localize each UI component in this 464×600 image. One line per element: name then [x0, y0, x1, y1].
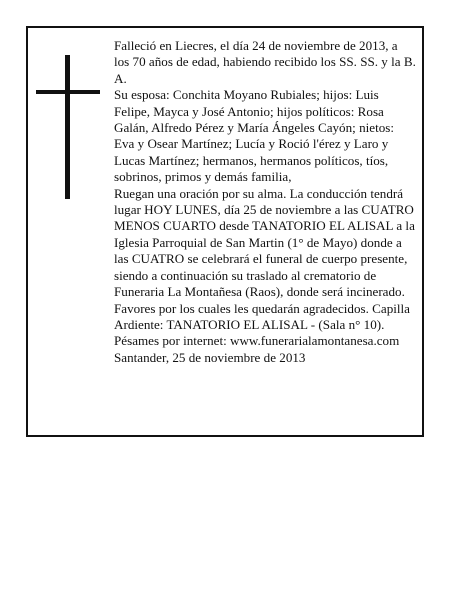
funeral-details: Ruegan una oración por su alma. La conducción tendrá lugar HOY LUNES, día 25 de noviembre a las CUATRO MENOS CUARTO desde TANATORIO EL ALISAL a la Iglesia Parroquial de San Martin (1° de Mayo) donde a las CUATRO se celebrará el funeral de cuerpo presente, siendo a continuación su traslado al crematorio de Funeraria La Montañesa (Raos), donde será incinerado. Favores por los cuales les quedarán agradecidos. Capilla Ardiente: TANATORIO EL ALISAL - (Sala n° 10).	[114, 185, 415, 332]
cross-horizontal-bar	[36, 90, 100, 94]
family-list: Su esposa: Conchita Moyano Rubiales; hijos: Luis Felipe, Mayca y José Antonio; hijos políticos: Rosa Galán, Alfredo Pérez y María Ángeles Cayón; nietos: Eva y Osear Martínez; Lucía y Roció l'érez y Laro y Lucas Martínez; hermanos, hermanos políticos, tíos, sobrinos, primos y demás familia,	[114, 87, 394, 185]
condolences-website: Pésames por internet: www.funerarialamontanesa.com	[114, 333, 400, 349]
place-and-date: Santander, 25 de noviembre de 2013	[114, 349, 306, 365]
obituary-notice-frame	[26, 26, 424, 437]
obituary-text	[114, 38, 416, 366]
death-announcement: Falleció en Liecres, el día 24 de noviembre de 2013, a los 70 años de edad, habiendo recibido los SS. SS. y la B. A.	[114, 38, 416, 86]
cross-icon	[36, 55, 100, 199]
cross-vertical-bar	[65, 55, 70, 199]
